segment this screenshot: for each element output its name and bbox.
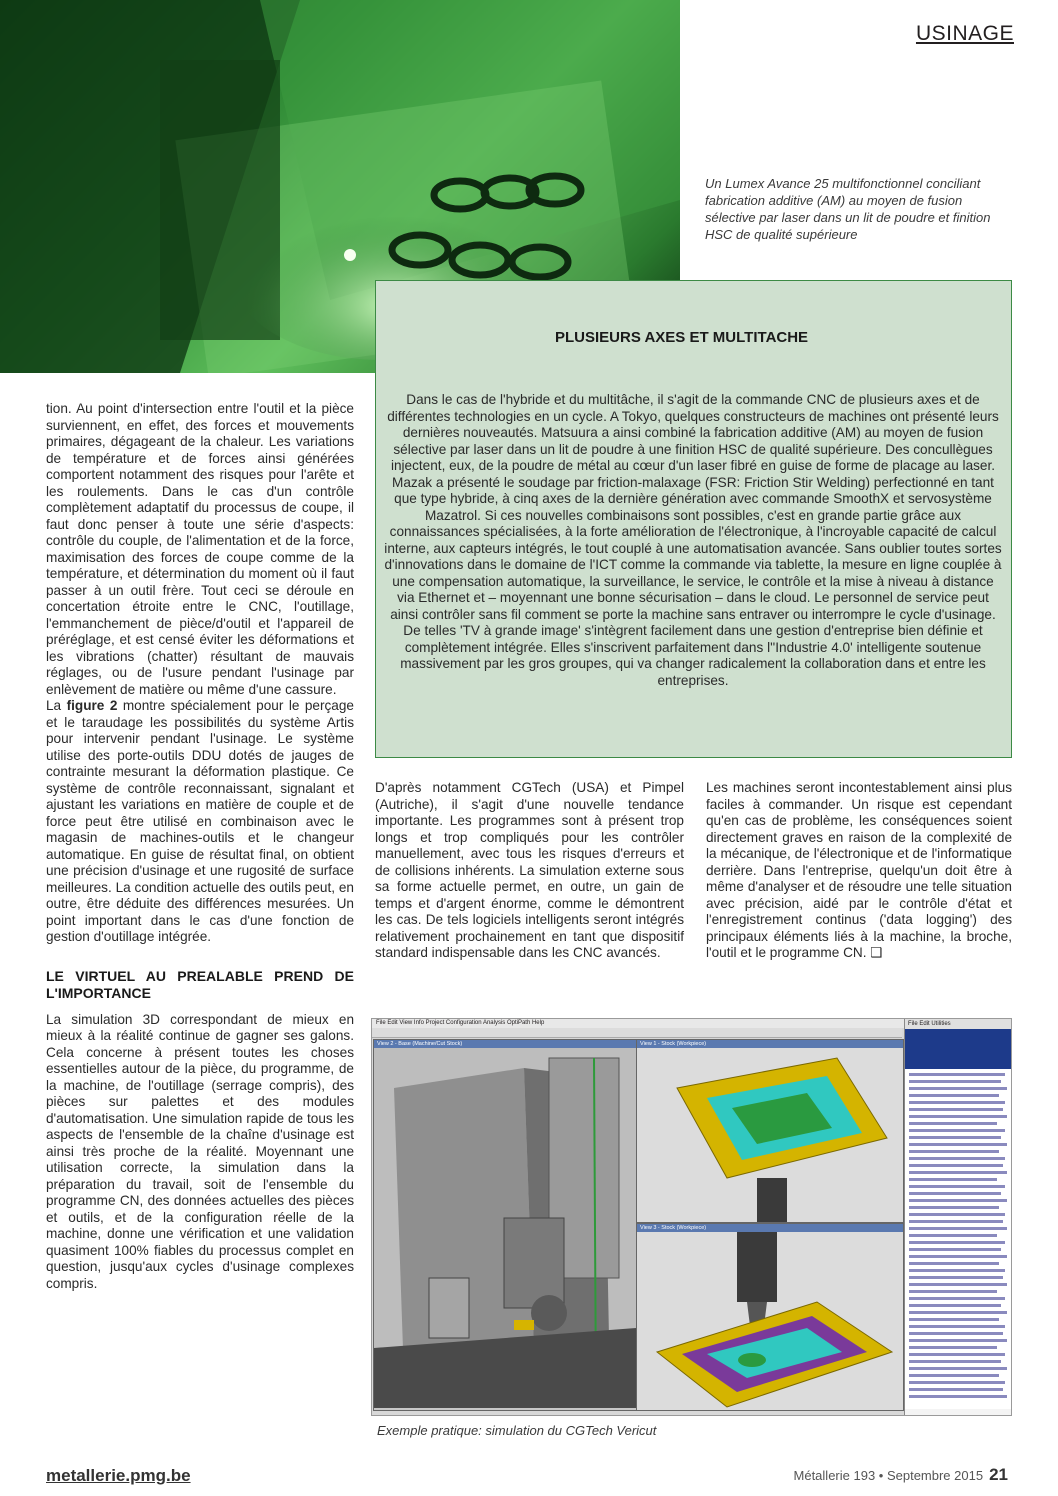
section-tag: USINAGE: [915, 22, 1014, 45]
footer-site[interactable]: metallerie.pmg.be: [46, 1466, 191, 1485]
column-2: [375, 780, 684, 962]
view-3: [636, 1223, 904, 1411]
col1-p2-rest: montre spécialement pour le perçage et le taraudage les possibilités du système Artis pour intervenir pendant l'usinage. Le système utilise des porte-outils DDU dotés de jauges de contrainte mesurant la déformation plastique. Ce système de contrôle reconnaissant, signalant et ajustant les variations en matière de couple et de force peut être utilisé en combinaison avec le magasin de machines-outils et le changeur automatique. En guise de résultat final, on obtient une précision d'usinage et une rugosité de surface meilleures. La condition actuelle des outils peut, en outre, être déduite des différences mesurées. Un point important dans le cas d'une fonction de gestion d'outillage intégrée.: [46, 698, 354, 944]
col2-paragraph-1: D'après notamment CGTech (USA) et Pimpel (Autriche), il s'agit d'une nouvelle tendance importante. Les programmes sont à présent trop longs et trop compliqués pour les contrôler manuellement, avec tous les risques d'erreurs et de collisions inhérents. La simulation externe sous sa forme actuelle permet, en outre, un gain de temps et d'argent énorme, comme le démontrent les cas. De tels logiciels intelligents seront intégrés relativement prochainement en tant que dispositif standard indispensable dans les CNC avancés.: [375, 780, 684, 960]
app-toolbar: [372, 1028, 902, 1038]
view-1-title: View 1 - Stock (Workpiece): [637, 1040, 903, 1048]
page-number: 21: [989, 1465, 1008, 1484]
col1-paragraph-3: La simulation 3D correspondant de mieux en mieux à la réalité continue de gagner ses galons. Cela concerne à présent toutes les choses essentielles autour de la pièce, du programme, de la machine, de l'outillage (serrage compris), des pièces sur palettes et des modules d'automatisation. Une simulation rapide de tous les aspects de l'ensemble de la chaîne d'usinage est ainsi très proche de la réalité. Moyennant une utilisation correcte, la simulation dans la préparation du travail, soit de l'ensemble du programme CN, des données actuelles des pièces et outils, et de la configuration réelle de la machine, donne une vérification et une validation quasiment 100% fiables du processus complet en question, jusqu'aux cycles d'usinage complexes compris.: [46, 1011, 354, 1291]
sidebar-box-title: PLUSIEURS AXES ET MULTITACHE: [555, 329, 809, 346]
app-menubar: File Edit View Info Project Configuration Analysis OptiPath Help: [372, 1019, 906, 1028]
footer-issue: [794, 1465, 1008, 1485]
column-1: [46, 401, 354, 1292]
machine-model: [374, 1048, 636, 1408]
side-toolbar: [905, 1029, 1012, 1069]
workpiece-view-3: [637, 1232, 903, 1410]
workpiece-view-1: [637, 1048, 903, 1222]
figure-caption: Exemple pratique: simulation du CGTech Vericut: [377, 1423, 657, 1438]
side-menubar: File Edit Utilities: [905, 1019, 1012, 1029]
col1-subheading: LE VIRTUEL AU PREALABLE PREND DE L'IMPORTANCE: [46, 967, 354, 1001]
view-2: [373, 1039, 637, 1411]
view-1: [636, 1039, 904, 1223]
col3-paragraph-1: Les machines seront incontestablement ainsi plus faciles à commander. Un risque est cependant qu'en cas de problème, les conséquences soient directement graves en raison de la complexité de la mécanique, de l'électronique et de l'informatique derrière. Dans l'entreprise, quelqu'un doit être à même d'analyser et de résoudre une telle situation avec précision, aidé par le contrôle d'état et l'enregistrement continus ('data logging') des principaux éléments liés à la machine, la broche, l'outil et le programme CN. ❑: [706, 780, 1012, 960]
figure-reference: figure 2: [66, 698, 118, 713]
view-3-title: View 3 - Stock (Workpiece): [637, 1224, 903, 1232]
view-2-title: View 2 - Base (Machine/Cut Stock): [374, 1040, 636, 1048]
nc-code-listing: [905, 1069, 1012, 1409]
column-3: [706, 780, 1012, 962]
col1-paragraph-1: tion. Au point d'intersection entre l'outil et la pièce surviennent, en effet, des forces et mouvements primaires, dégageant de la chaleur. Les variations de température et de forces ainsi générées comportent notamment des risques pour l'arête et les roulements. Dans le cas d'un contrôle complètement adaptatif du processus de coupe, il faut donc penser à toute une série d'aspects: contrôle du couple, de l'alimentation et de la force, maximisation des forces de coupe comme de la température, et détermination du moment où il faut passer à un outil frère. Tout ceci se déroule en concertation étroite entre le CNC, l'outillage, l'emmanchement de pièce/d'outil et l'appareil de préréglage, et est censé éviter les déformations et les vibrations (chatter) résultant de mauvais réglages, ou de l'usure pendant l'usinage par enlèvement de matière ou même d'une cassure.: [46, 401, 354, 697]
col1-p2-lead: La: [46, 698, 67, 713]
sidebar-box-text: Dans le cas de l'hybride et du multitâche, il s'agit de la commande CNC de plusieurs axes et de différentes technologies en un cycle. A Tokyo, quelques constructeurs de machines ont présenté leurs dernières nouveautés. Matsuura a ainsi combiné la fabrication additive (AM) au moyen de fusion sélective par laser dans un lit de poudre à une finition HSC de qualité supérieure. Des concullègues injectent, eux, de la poudre de métal au cœur d'un laser fibré en guise de forme de placage au laser. Mazak a présenté le soudage par friction-malaxage (FSR: Friction Stir Welding) perfectionné en tant que type hybride, à cinq axes de la dernière génération avec commande SmoothX et servosystème Mazatrol. Si ces nouvelles combinaisons sont possibles, c'est en grande partie grâce aux connaissances spécialisées, à la forte amélioration de l'électronique, à l'incroyable capacité de calcul interne, aux capteurs intégrés, le tout couplé à une automatisation avancée. Sans oublier toutes sortes d'innovations dans le domaine de l'ICT comme la commande via tablette, la mesure en ligne couplée à une compensation automatique, la surveillance, le service, le contrôle et la mise à niveau à distance via Ethernet et – moyennant une bonne sécurisation – dans le cloud. Le personnel de service peut ainsi contrôler sans fil comment se porte la machine sans entraver ou interrompre le cycle d'usinage. De telles 'TV à grande image' s'intègrent facilement dans une gestion d'entreprise bien définie et complètement intégrée. Elles s'inscrivent parfaitement dans l''Industrie 4.0' intelligente soutenue massivement par les gros groupes, qui va changer radicalement la collaboration dans et entre les entreprises.: [384, 392, 1002, 688]
footer-issue-text: Métallerie 193 • Septembre 2015: [793, 1468, 984, 1483]
nc-program-panel: [904, 1019, 1012, 1415]
vericut-screenshot: [371, 1018, 1012, 1416]
col1-paragraph-2: [46, 698, 354, 946]
hero-caption: Un Lumex Avance 25 multifonctionnel conciliant fabrication additive (AM) au moyen de fusion sélective par laser dans un lit de poudre et finition HSC de qualité supérieure: [705, 176, 991, 242]
